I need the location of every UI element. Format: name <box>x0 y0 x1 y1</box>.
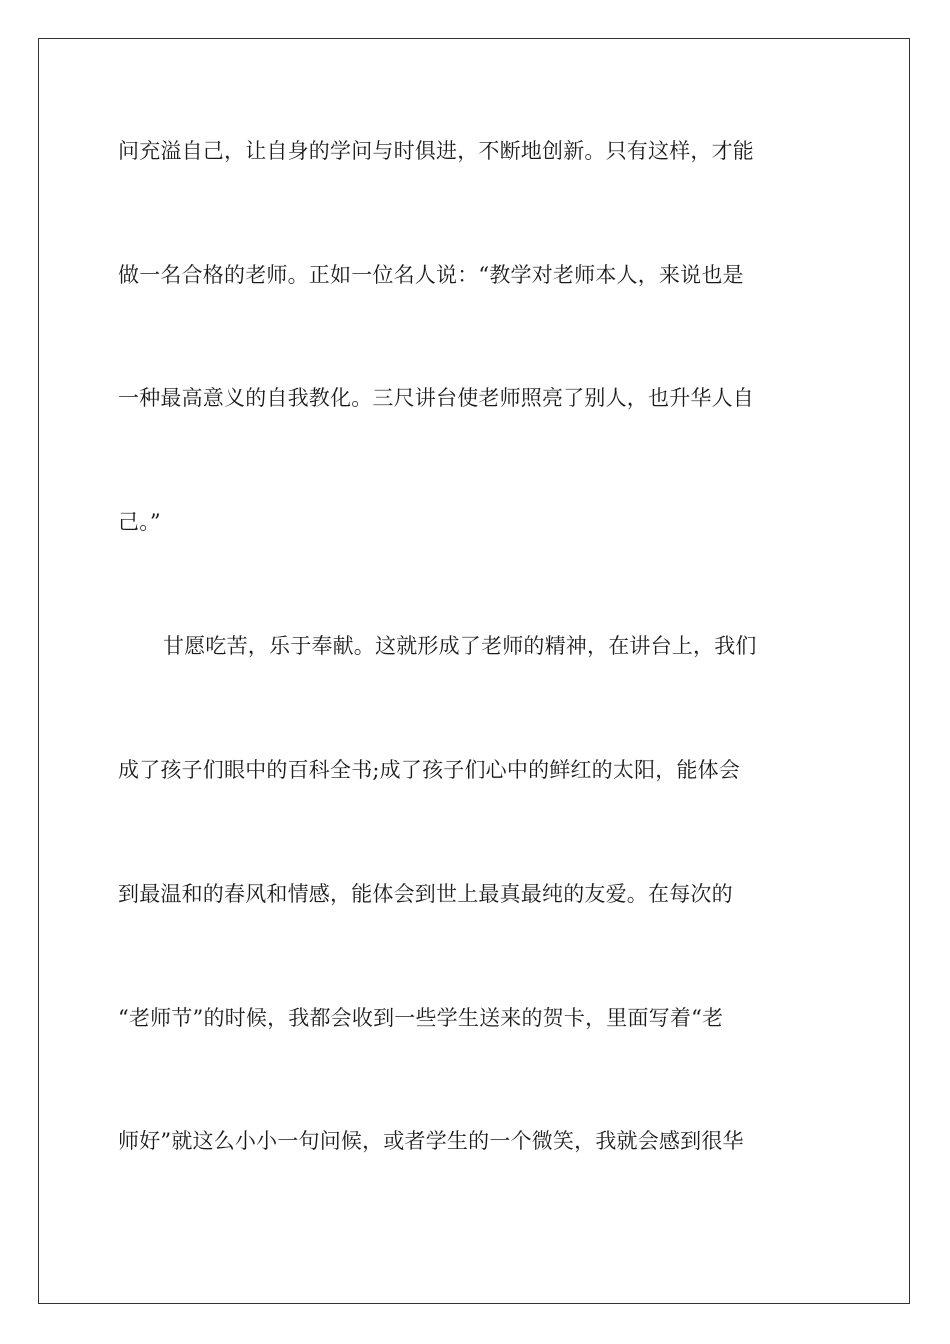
text-line-8: “老师节”的时候，我都会收到一些学生送来的贺卡，里面写着“老 <box>118 1006 724 1030</box>
text-line-3: 一种最高意义的自我教化。三尺讲台使老师照亮了别人，也升华人自 <box>118 386 754 410</box>
text-line-9: 师好”就这么小小一句问候，或者学生的一个微笑，我就会感到很华 <box>118 1129 744 1153</box>
text-line-4: 己。” <box>118 510 161 534</box>
text-line-1: 问充溢自己，让自身的学问与时俱进，不断地创新。只有这样，才能 <box>118 139 754 163</box>
paragraph-start-line: 甘愿吃苦，乐于奉献。这就形成了老师的精神，在讲台上，我们 <box>163 634 757 658</box>
text-line-2: 做一名合格的老师。正如一位名人说：“教学对老师本人，来说也是 <box>118 263 744 287</box>
text-line-7: 到最温和的春风和情感，能体会到世上最真最纯的友爱。在每次的 <box>118 882 733 906</box>
text-line-6: 成了孩子们眼中的百科全书;成了孩子们心中的鲜红的太阳，能体会 <box>118 758 741 782</box>
page-border <box>38 38 910 1304</box>
